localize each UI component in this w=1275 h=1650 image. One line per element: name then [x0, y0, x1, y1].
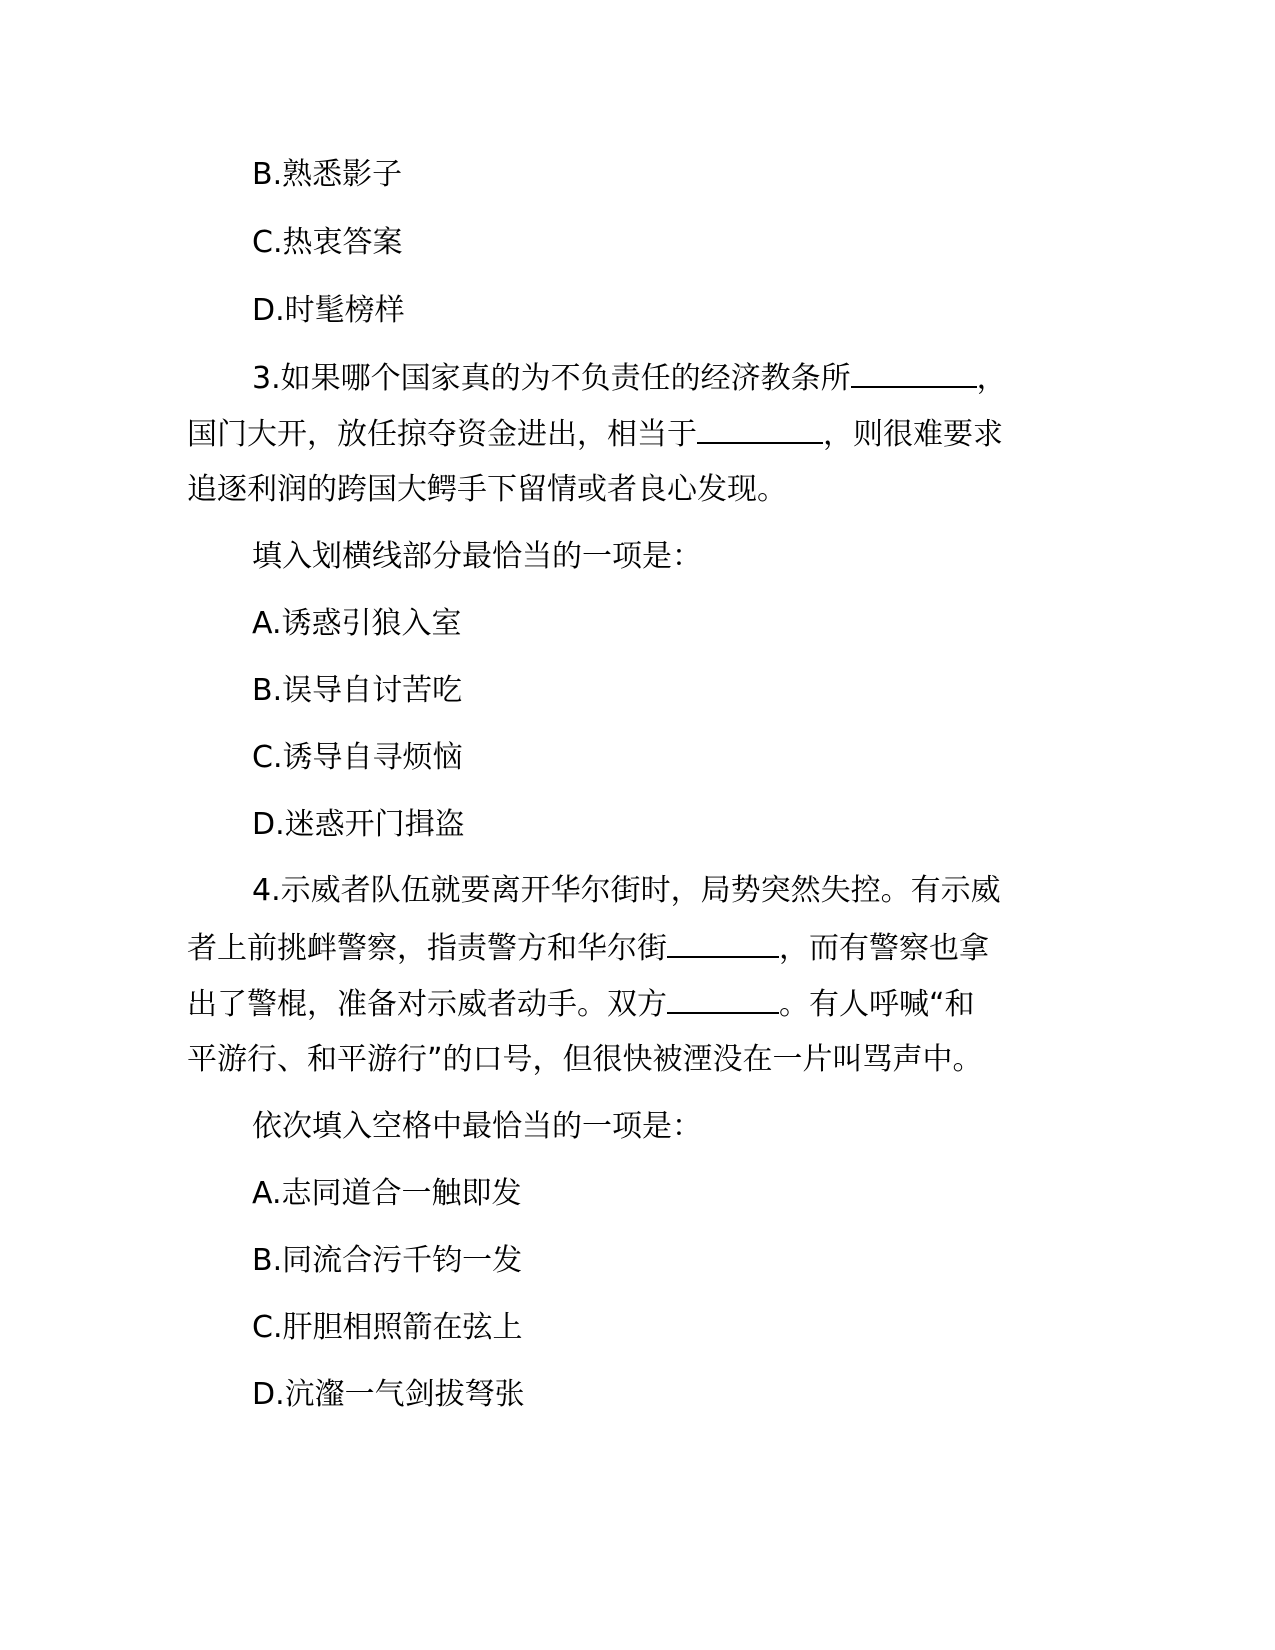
q3-stem-line-3: 追逐利润的跨国大鳄手下留情或者良心发现。: [187, 472, 787, 507]
q3-line1-punct: ，: [976, 361, 1007, 396]
q4-stem-line-2: [0, 928, 1275, 969]
q4-stem-line-1: 4.示威者队伍就要离开华尔街时，局势突然失控。有示威: [252, 873, 1001, 908]
q3-line1-text: 3.如果哪个国家真的为不负责任的经济教条所: [252, 361, 851, 396]
q4-line3-tail: 。有人呼喊“和: [779, 987, 975, 1022]
q3-prompt: 填入划横线部分最恰当的一项是：: [252, 539, 702, 574]
q4-option-d: D.沆瀣一气剑拔弩张: [252, 1377, 525, 1412]
q3-line2-tail: ，则很难要求: [823, 417, 1003, 452]
q4-option-b: B.同流合污千钧一发: [252, 1243, 523, 1278]
q4-line2-tail: ，而有警察也拿: [779, 931, 989, 966]
q2-option-c: C.热衷答案: [252, 225, 403, 260]
q3-option-c: C.诱导自寻烦恼: [252, 740, 463, 775]
q3-stem-line-1: [0, 358, 1275, 399]
q3-option-a: A.诱惑引狼入室: [252, 606, 462, 641]
q3-line2-text: 国门大开，放任掠夺资金进出，相当于: [187, 417, 697, 452]
q4-blank-2: [667, 984, 779, 1014]
q4-prompt: 依次填入空格中最恰当的一项是：: [252, 1109, 702, 1144]
q2-option-b: B.熟悉影子: [252, 157, 403, 192]
q4-stem-line-3: [0, 984, 1275, 1025]
q4-option-a: A.志同道合一触即发: [252, 1176, 522, 1211]
q4-line2-text: 者上前挑衅警察，指责警方和华尔街: [187, 931, 667, 966]
q3-option-d: D.迷惑开门揖盗: [252, 807, 465, 842]
q2-option-d: D.时髦榜样: [252, 293, 405, 328]
q4-blank-1: [667, 928, 779, 958]
q3-blank-1: [851, 358, 977, 388]
q3-blank-2: [697, 414, 823, 444]
q4-line3-text: 出了警棍，准备对示威者动手。双方: [187, 987, 667, 1022]
q3-option-b: B.误导自讨苦吃: [252, 673, 463, 708]
q4-stem-line-4: 平游行、和平游行”的口号，但很快被湮没在一片叫骂声中。: [187, 1042, 983, 1077]
q4-option-c: C.肝胆相照箭在弦上: [252, 1310, 523, 1345]
q3-stem-line-2: [0, 414, 1275, 455]
